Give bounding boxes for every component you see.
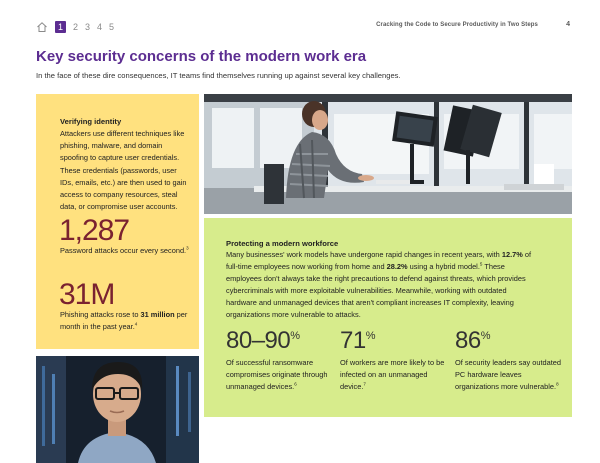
password-attacks-text: Password attacks occur every second.$^3$	[60, 245, 189, 255]
page-link-4[interactable]: 4	[97, 22, 103, 32]
page-link-3[interactable]: 3	[85, 22, 91, 32]
phishing-text: Phishing attacks rose to 31 million per month in the past year.$^4$	[60, 310, 188, 331]
page-link-2[interactable]: 2	[73, 22, 79, 32]
page-nav	[36, 20, 114, 34]
identity-heading: Verifying identity	[60, 117, 122, 126]
it-professional-photo	[36, 356, 199, 463]
footnote-ref: 7	[363, 381, 366, 387]
stat-text: Of security leaders say outdated PC hardware leaves organizations more vulnerable.$^8$	[455, 358, 561, 392]
page-link-5[interactable]: 5	[109, 22, 115, 32]
stat-text: Of workers are more likely to be infected on an unmanaged device.$^7$	[340, 358, 445, 392]
stat-infection	[340, 329, 450, 393]
workforce-body: Many businesses' work models have undergone rapid changes in recent years, with 12.7% of full-time employees now working from home and 28.2% using a hybrid model.$^5$ These employees don't always take the right precautions to defend against threats, which provides cybercriminals with more exploitable vulnerabilities. Meanwhile, working with outdated hardware and unmanaged devices that aren't compliant increases IT complexity, leaving organizations more vulnerable to attacks.	[226, 250, 532, 320]
stat-value: 80–90%	[226, 327, 300, 354]
page-number: 4	[566, 21, 570, 28]
stat-ransomware	[226, 329, 336, 393]
footnote-ref: 3	[186, 245, 189, 251]
office-worker-photo	[204, 94, 572, 214]
identity-body: Attackers use different techniques like phishing, malware, and domain spoofing to capture user credentials. These credentials (passwords, user IDs, emails, etc.) are then used to gain access to company resources, steal data, or compromise user accounts.	[60, 129, 187, 212]
footnote-ref: 8	[556, 381, 559, 387]
workforce-panel	[204, 218, 572, 417]
stat-text: Of successful ransomware compromises originate through unmanaged devices.$^6$	[226, 358, 328, 392]
phishing-stat: 31M	[59, 278, 115, 311]
page-title: Key security concerns of the modern work era	[36, 48, 367, 65]
stat-outdated-hardware	[455, 329, 565, 393]
footnote-ref: 5	[479, 261, 483, 267]
password-attacks-stat: 1,287	[59, 214, 130, 247]
page-subtitle: In the face of these dire consequences, IT teams find themselves running up against several key challenges.	[36, 71, 401, 80]
home-icon[interactable]	[36, 21, 48, 33]
footnote-ref: 6	[294, 381, 297, 387]
stat-value: 86%	[455, 327, 490, 354]
document-title: Cracking the Code to Secure Productivity in Two Steps	[376, 22, 538, 28]
workforce-heading: Protecting a modern workforce	[226, 239, 339, 248]
page-link-1[interactable]: 1	[55, 21, 66, 33]
identity-panel	[36, 94, 199, 349]
stat-value: 71%	[340, 327, 375, 354]
footnote-ref: 4	[134, 321, 138, 327]
